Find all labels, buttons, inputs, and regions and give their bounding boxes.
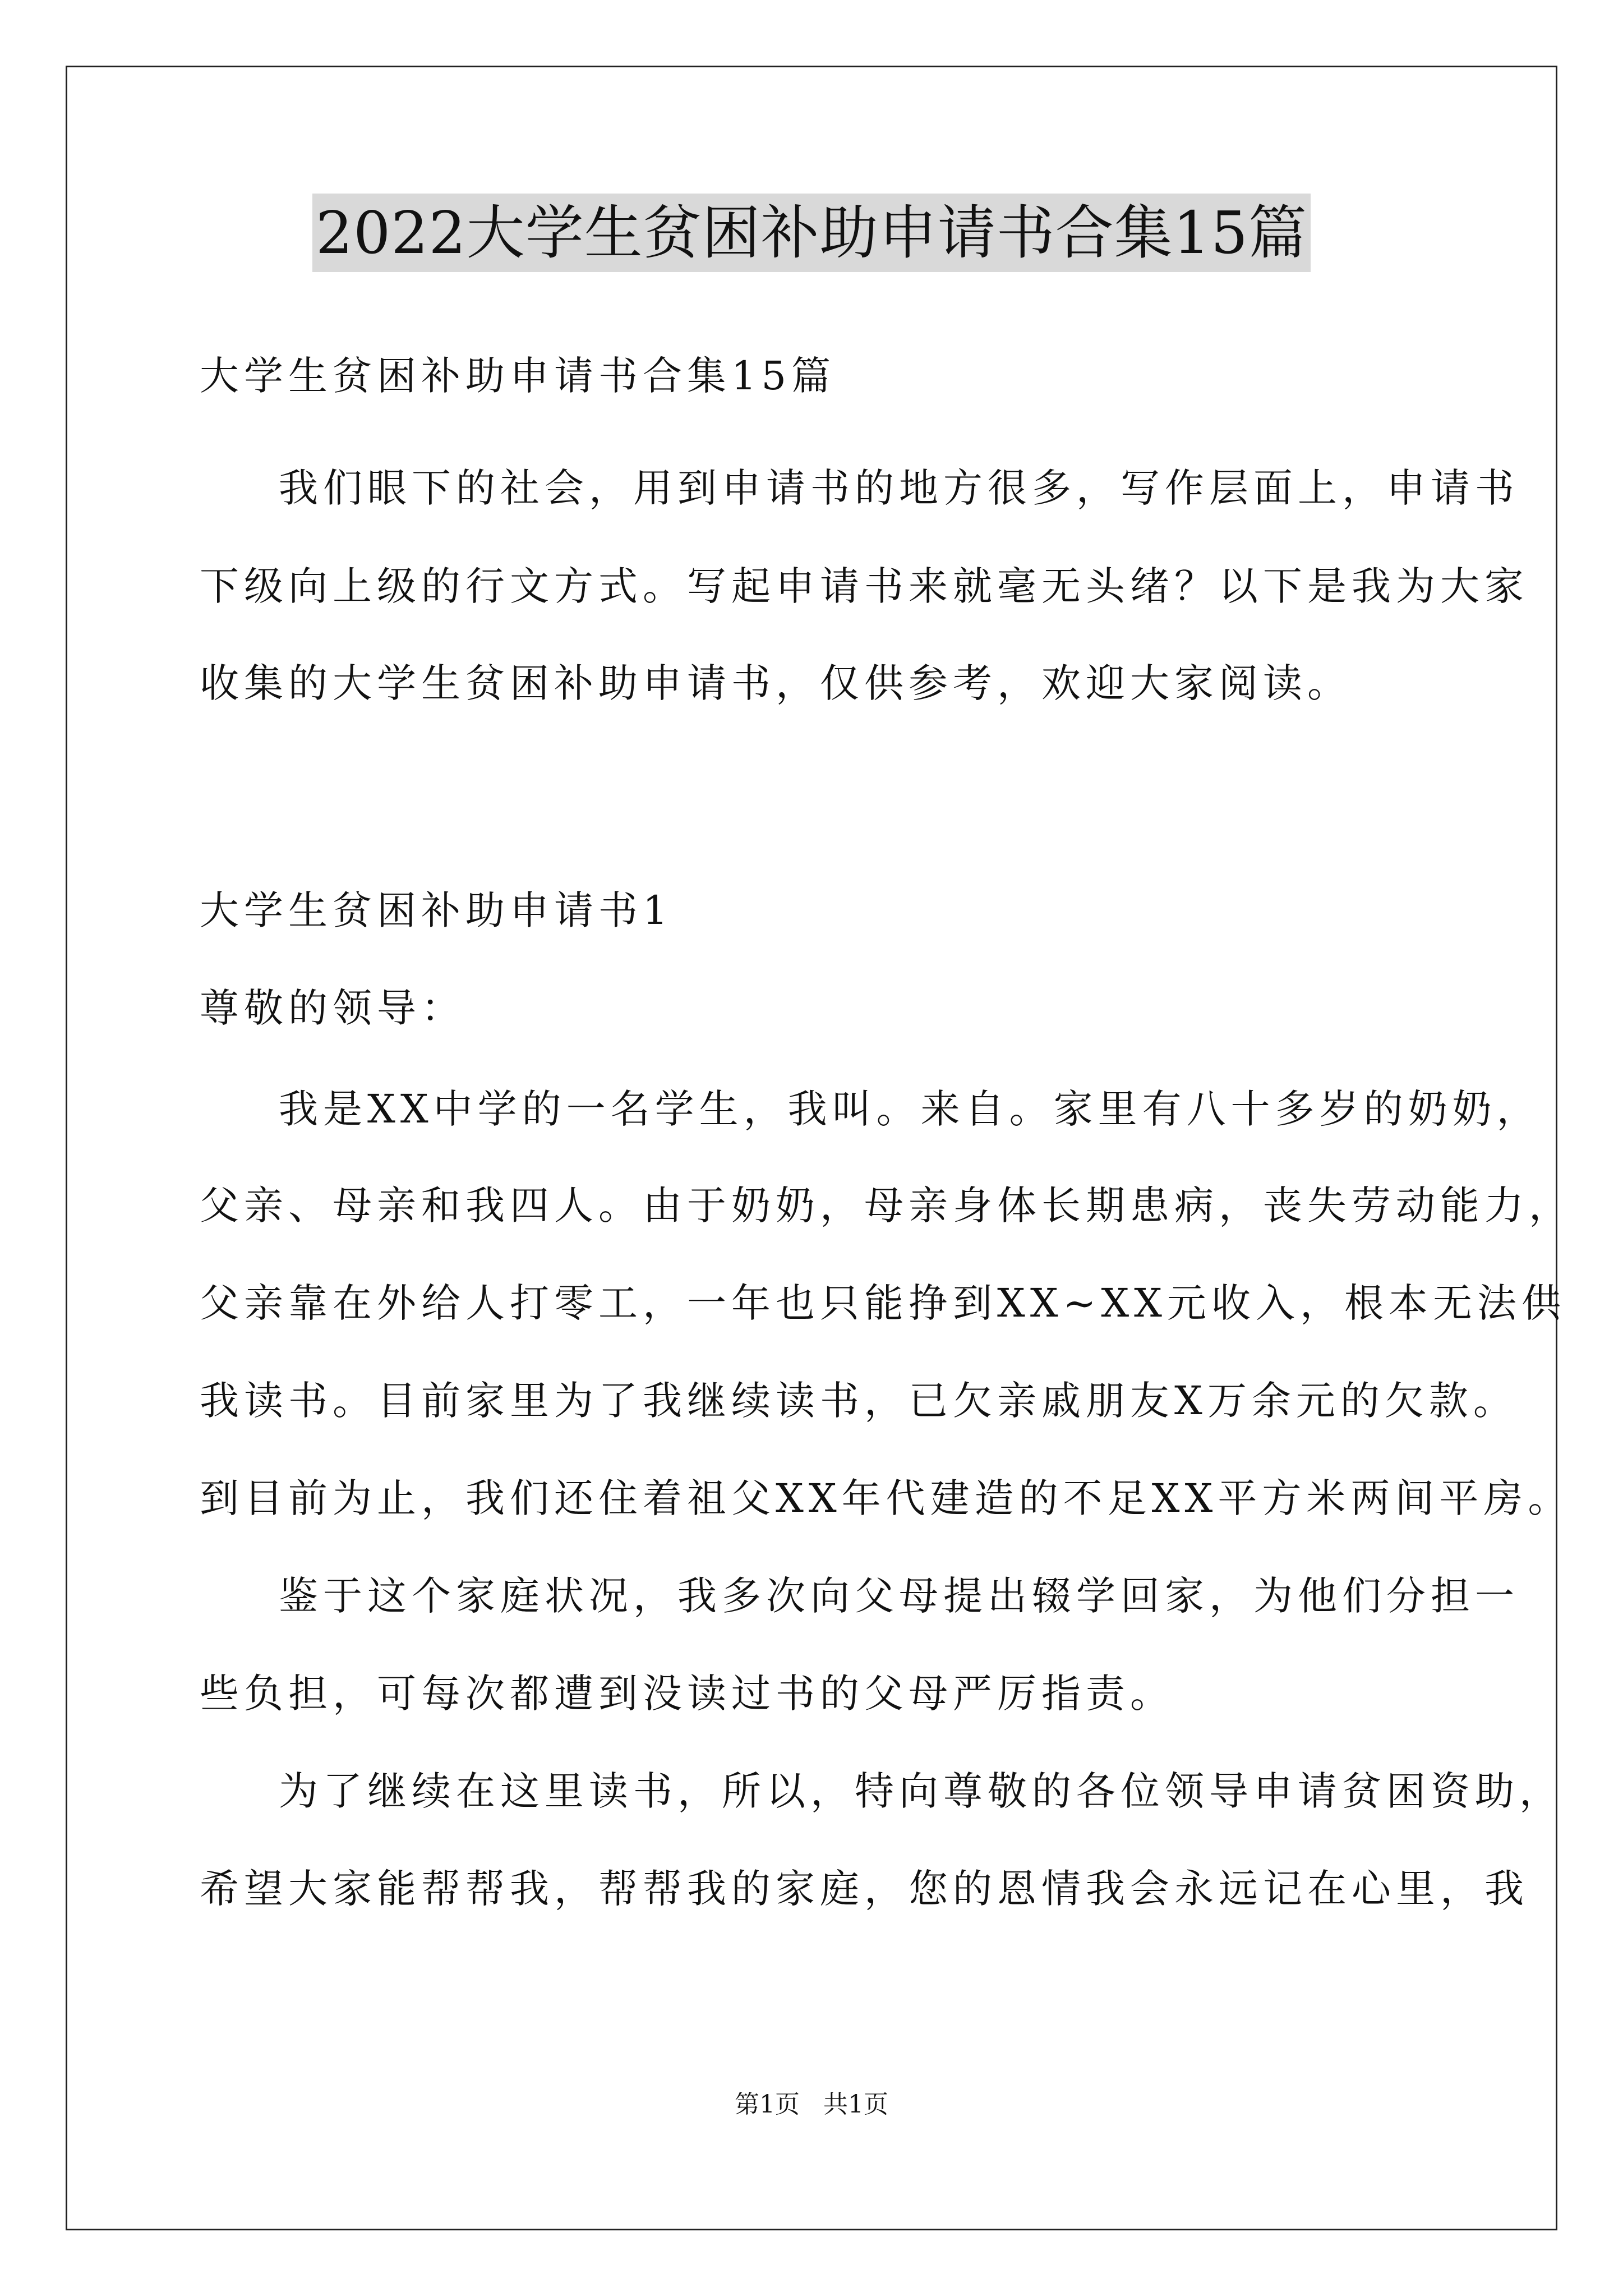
intro-paragraph-line-1: 我们眼下的社会，用到申请书的地方很多，写作层面上，申请书 bbox=[279, 465, 1519, 511]
body-paragraph-1-line-4: 我读书。目前家里为了我继续读书，已欠亲戚朋友X万余元的欠款。 bbox=[200, 1378, 1518, 1424]
body-paragraph-3-line-2: 希望大家能帮帮我，帮帮我的家庭，您的恩情我会永远记在心里，我 bbox=[200, 1866, 1529, 1912]
document-title: 2022大学生贫困补助申请书合集15篇 bbox=[312, 194, 1311, 272]
body-paragraph-2-line-2: 些负担，可每次都遭到没读过书的父母严厉指责。 bbox=[200, 1671, 1174, 1717]
title-container bbox=[0, 194, 1623, 272]
body-paragraph-1-line-2: 父亲、母亲和我四人。由于奶奶，母亲身体长期患病，丧失劳动能力， bbox=[200, 1182, 1573, 1228]
salutation: 尊敬的领导： bbox=[200, 985, 465, 1031]
body-paragraph-2-line-1: 鉴于这个家庭状况，我多次向父母提出辍学回家，为他们分担一 bbox=[279, 1573, 1519, 1619]
body-paragraph-3-line-1: 为了继续在这里读书，所以，特向尊敬的各位领导申请贫困资助， bbox=[279, 1768, 1564, 1814]
intro-paragraph-line-2: 下级向上级的行文方式。写起申请书来就毫无头绪？以下是我为大家 bbox=[200, 563, 1529, 609]
intro-paragraph-line-3: 收集的大学生贫困补助申请书，仅供参考，欢迎大家阅读。 bbox=[200, 660, 1352, 706]
body-paragraph-1-line-5: 到目前为止，我们还住着祖父XX年代建造的不足XX平方米两间平房。 bbox=[200, 1475, 1573, 1521]
section-heading: 大学生贫困补助申请书1 bbox=[200, 887, 673, 933]
body-paragraph-1-line-3: 父亲靠在外给人打零工，一年也只能挣到XX~XX元收入，根本无法供 bbox=[200, 1280, 1566, 1326]
subtitle-line: 大学生贫困补助申请书合集15篇 bbox=[200, 353, 836, 399]
body-paragraph-1-line-1: 我是XX中学的一名学生，我叫。来自。家里有八十多岁的奶奶， bbox=[279, 1086, 1541, 1132]
page-footer: 第1页 共1页 bbox=[735, 2090, 888, 2119]
